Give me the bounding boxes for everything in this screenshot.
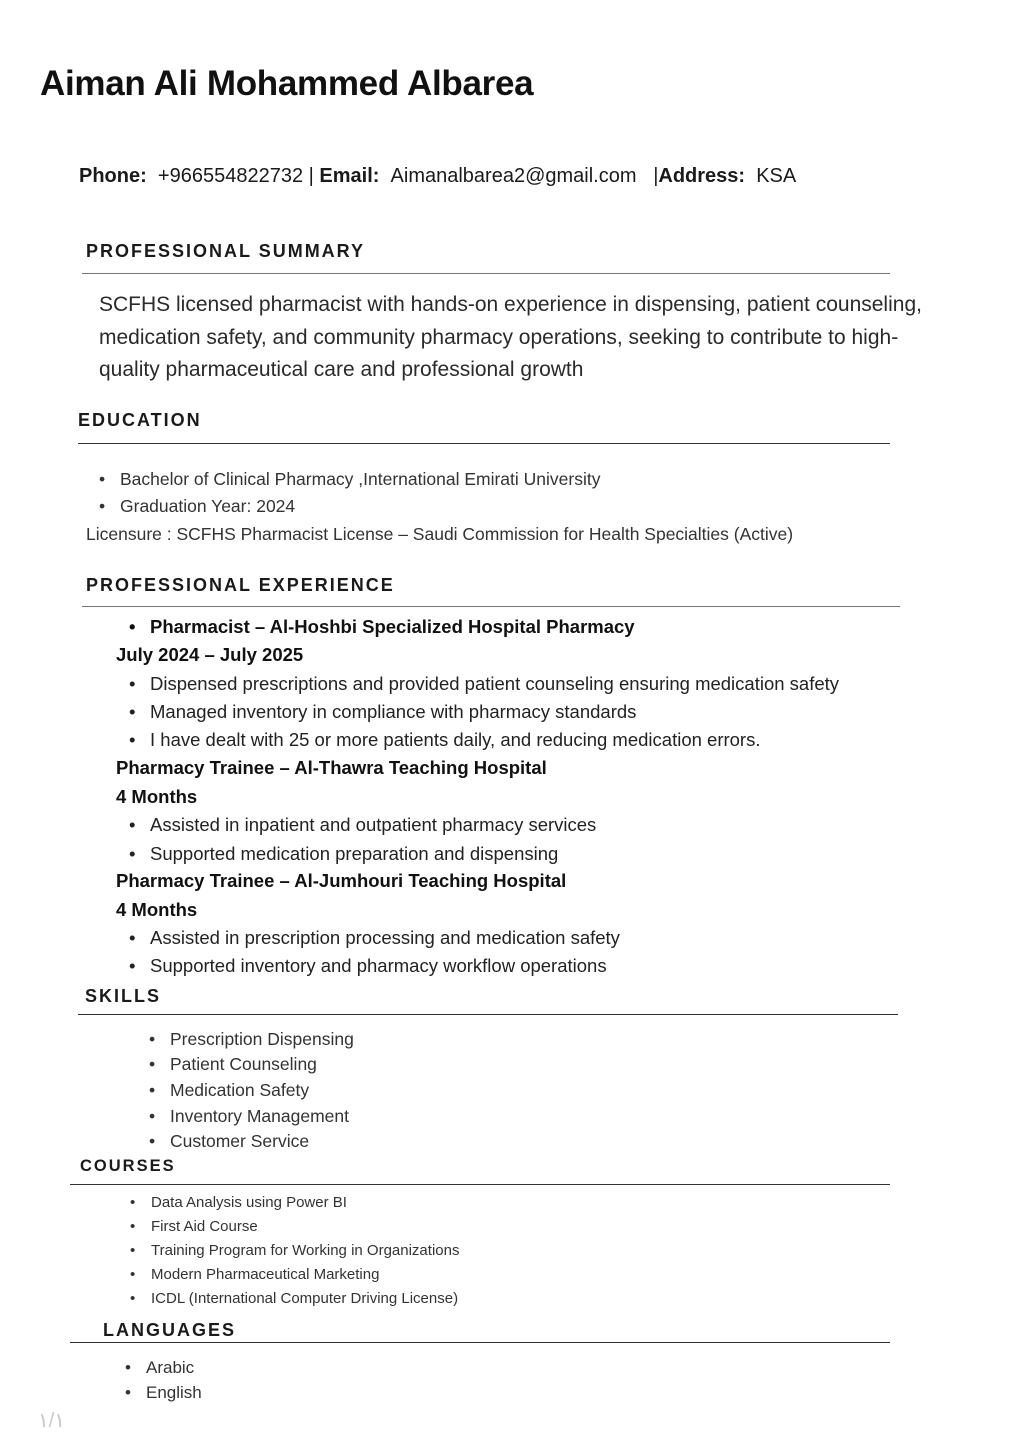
language-item: • English	[146, 1383, 202, 1403]
course-item: • Training Program for Working in Organizations	[151, 1242, 459, 1259]
email-value: Aimanalbarea2@gmail.com	[390, 165, 637, 187]
summary-heading: PROFESSIONAL SUMMARY	[86, 241, 366, 261]
job-duty: • Dispensed prescriptions and provided patient counseling ensuring medication safety	[150, 673, 839, 695]
course-item: • First Aid Course	[151, 1218, 258, 1235]
course-item: • Modern Pharmaceutical Marketing	[151, 1266, 379, 1283]
skills-heading: SKILLS	[85, 986, 162, 1006]
summary-divider	[82, 273, 890, 274]
job-duty: • Managed inventory in compliance with pharmacy standards	[150, 701, 636, 723]
job-title: • Pharmacist – Al-Hoshbi Specialized Hospital Pharmacy	[150, 616, 635, 638]
education-divider	[78, 443, 890, 444]
skills-divider	[78, 1014, 898, 1015]
email-label: Email:	[319, 165, 380, 187]
summary-text: SCFHS licensed pharmacist with hands-on experience in dispensing, patient counseling, medication safety, and community pharmacy operations, seeking to contribute to high-quality pharmaceutical care and professional growth	[99, 293, 922, 381]
job-duty: • Supported medication preparation and dispensing	[150, 843, 558, 865]
job-title: Pharmacy Trainee – Al-Thawra Teaching Hospital	[116, 757, 547, 778]
education-item: • Bachelor of Clinical Pharmacy ,International Emirati University	[120, 469, 600, 490]
course-item: • Data Analysis using Power BI	[151, 1194, 347, 1211]
job-period: 4 Months	[116, 786, 198, 807]
job-duty: • Assisted in inpatient and outpatient pharmacy services	[150, 814, 596, 836]
skill-item: • Prescription Dispensing	[170, 1029, 354, 1050]
courses-divider	[70, 1184, 890, 1185]
education-heading: EDUCATION	[78, 410, 202, 430]
job-period: July 2024 – July 2025	[116, 644, 304, 665]
experience-heading: PROFESSIONAL EXPERIENCE	[86, 575, 395, 595]
languages-heading: LANGUAGES	[103, 1320, 237, 1340]
address-label: Address:	[658, 165, 746, 187]
job-period: 4 Months	[116, 899, 198, 920]
address-value: KSA	[756, 165, 797, 187]
course-item: • ICDL (International Computer Driving License)	[151, 1290, 458, 1307]
courses-heading: COURSES	[80, 1157, 176, 1175]
languages-divider	[70, 1342, 890, 1343]
education-item: • Graduation Year: 2024	[120, 496, 295, 517]
page-number: ١/١	[38, 1410, 66, 1432]
skill-item: • Customer Service	[170, 1131, 309, 1152]
job-duty: • I have dealt with 25 or more patients daily, and reducing medication errors.	[150, 729, 760, 751]
job-duty: • Assisted in prescription processing and medication safety	[150, 927, 620, 949]
phone-value: +966554822732	[157, 165, 304, 187]
job-duty: • Supported inventory and pharmacy workflow operations	[150, 955, 607, 977]
experience-divider	[82, 606, 900, 607]
skill-item: • Inventory Management	[170, 1106, 349, 1127]
skill-item: • Patient Counseling	[170, 1054, 317, 1075]
contact-line	[79, 165, 796, 188]
candidate-name: Aiman Ali Mohammed Albarea	[40, 64, 534, 103]
skill-item: • Medication Safety	[170, 1080, 309, 1101]
separator: |	[308, 165, 314, 187]
phone-label: Phone:	[79, 165, 147, 187]
separator: |	[653, 165, 659, 187]
language-item: • Arabic	[146, 1358, 194, 1378]
job-title: Pharmacy Trainee – Al-Jumhouri Teaching Hospital	[116, 870, 567, 891]
licensure-line: Licensure : SCFHS Pharmacist License – Saudi Commission for Health Specialties (Active)	[86, 524, 794, 544]
